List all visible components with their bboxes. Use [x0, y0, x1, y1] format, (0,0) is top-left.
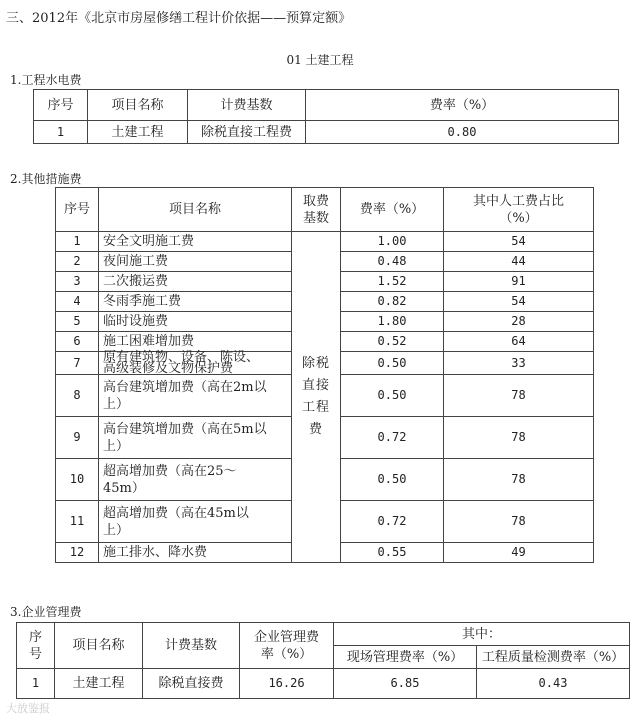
header-item-name: 项目名称 — [88, 90, 188, 121]
cell-fee-basis: 除税直接工程费 — [188, 121, 306, 144]
cell-item-name: 临时设施费 — [99, 312, 292, 332]
cell-rate: 0.82 — [341, 292, 444, 312]
header-fee-basis: 计费基数 — [188, 90, 306, 121]
cell-labor-share: 54 — [444, 292, 594, 312]
cell-rate: 0.80 — [306, 121, 619, 144]
cell-seq: 12 — [56, 543, 99, 563]
header-seq: 序号 — [34, 90, 88, 121]
cell-item-name: 高台建筑增加费（高在2m以 上） — [99, 375, 292, 417]
header-mgmt-rate: 企业管理费 率（%） — [240, 623, 334, 669]
cell-labor-share: 28 — [444, 312, 594, 332]
cell-item-name: 土建工程 — [55, 669, 143, 699]
cell-rate: 0.48 — [341, 252, 444, 272]
document-subtitle: 01 土建工程 — [286, 53, 354, 67]
cell-rate: 0.52 — [341, 332, 444, 352]
section-heading-other-measures: 2.其他措施费 — [10, 172, 82, 186]
cell-item-name: 安全文明施工费 — [99, 232, 292, 252]
cell-rate: 1.00 — [341, 232, 444, 252]
section-heading-enterprise-mgmt: 3.企业管理费 — [10, 605, 82, 619]
cell-mgmt-rate: 16.26 — [240, 669, 334, 699]
header-labor-share: 其中人工费占比 （%） — [444, 188, 594, 232]
cell-labor-share: 78 — [444, 501, 594, 543]
cell-rate: 0.50 — [341, 352, 444, 375]
cell-labor-share: 78 — [444, 375, 594, 417]
cell-seq: 3 — [56, 272, 99, 292]
table-row — [56, 232, 594, 252]
cell-quality-test-rate: 0.43 — [477, 669, 630, 699]
cell-item-name: 二次搬运费 — [99, 272, 292, 292]
header-rate: 费率（%） — [341, 188, 444, 232]
cell-rate: 1.52 — [341, 272, 444, 292]
cell-labor-share: 44 — [444, 252, 594, 272]
cell-item-name: 施工排水、降水费 — [99, 543, 292, 563]
enterprise-mgmt-table — [16, 622, 630, 699]
cell-labor-share: 78 — [444, 417, 594, 459]
cell-item-name: 夜间施工费 — [99, 252, 292, 272]
other-measures-table — [55, 187, 594, 563]
cell-labor-share: 54 — [444, 232, 594, 252]
cell-labor-share: 64 — [444, 332, 594, 352]
cell-item-name: 施工困难增加费 — [99, 332, 292, 352]
cell-seq: 5 — [56, 312, 99, 332]
header-fee-basis: 计费基数 — [143, 623, 240, 669]
header-site-mgmt-rate: 现场管理费率（%） — [334, 646, 477, 669]
header-seq: 序 号 — [17, 623, 55, 669]
cell-seq: 6 — [56, 332, 99, 352]
cell-seq: 9 — [56, 417, 99, 459]
document-title: 三、2012年《北京市房屋修缮工程计价依据——预算定额》 — [6, 11, 352, 26]
section-heading-water-electric: 1.工程水电费 — [10, 73, 82, 87]
header-item-name: 项目名称 — [55, 623, 143, 669]
cell-item-name: 超高增加费（高在45m以 上） — [99, 501, 292, 543]
cell-seq: 10 — [56, 459, 99, 501]
cell-site-mgmt-rate: 6.85 — [334, 669, 477, 699]
water-electric-table — [33, 89, 619, 144]
cell-rate: 0.50 — [341, 459, 444, 501]
cell-seq: 1 — [17, 669, 55, 699]
cell-labor-share: 91 — [444, 272, 594, 292]
cell-rate: 0.72 — [341, 501, 444, 543]
cell-labor-share: 33 — [444, 352, 594, 375]
cell-item-name: 原有建筑物、设备、陈设、 高级装修及文物保护费 — [99, 352, 292, 375]
cell-rate: 0.55 — [341, 543, 444, 563]
header-seq: 序号 — [56, 188, 99, 232]
cell-item-name: 土建工程 — [88, 121, 188, 144]
cell-rate: 1.80 — [341, 312, 444, 332]
cell-seq: 2 — [56, 252, 99, 272]
cell-item-name: 冬雨季施工费 — [99, 292, 292, 312]
cell-seq: 11 — [56, 501, 99, 543]
header-rate: 费率（%） — [306, 90, 619, 121]
cell-rate: 0.50 — [341, 375, 444, 417]
cell-fee-basis: 除税 直接 工程 费 — [292, 232, 341, 563]
cell-seq: 1 — [56, 232, 99, 252]
header-quality-test-rate: 工程质量检测费率（%） — [477, 646, 630, 669]
cell-rate: 0.72 — [341, 417, 444, 459]
cell-item-name: 超高增加费（高在25～ 45m） — [99, 459, 292, 501]
header-item-name: 项目名称 — [99, 188, 292, 232]
cell-seq: 7 — [56, 352, 99, 375]
cell-item-name: 高台建筑增加费（高在5m以 上） — [99, 417, 292, 459]
cell-seq: 1 — [34, 121, 88, 144]
cell-labor-share: 78 — [444, 459, 594, 501]
header-fee-basis: 取费 基数 — [292, 188, 341, 232]
cell-fee-basis: 除税直接费 — [143, 669, 240, 699]
cell-seq: 8 — [56, 375, 99, 417]
watermark-text: 大放鉴报 — [6, 702, 50, 715]
cell-labor-share: 49 — [444, 543, 594, 563]
cell-seq: 4 — [56, 292, 99, 312]
header-of-which: 其中： — [334, 623, 630, 646]
